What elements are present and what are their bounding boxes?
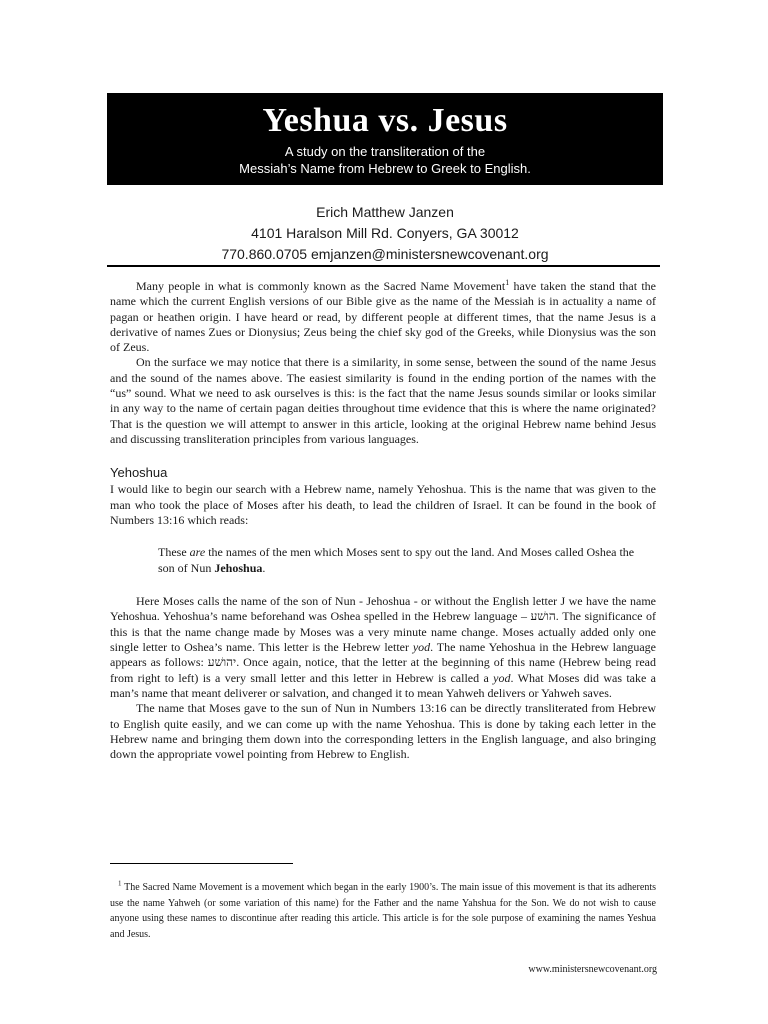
- paragraph-4-text: Here Moses calls the name of the son of Nun - Jehoshua - or without the English letter J we have the name Yehoshua. Yehoshua’s name beforehand was Oshea spelled in the Hebrew language –: [110, 594, 656, 624]
- paragraph-4-text-b: . The significance of this is that the name change made by Moses was a very minute name change. Moses actually added only one single letter to Oshea’s name. This letter is the Hebrew letter: [110, 609, 656, 655]
- author-name: Erich Matthew Janzen: [316, 204, 454, 220]
- paragraph-4-text-d: . Once again, notice, that the letter at the beginning of this name (Hebrew being read from right to left) is a very small letter and this letter in Hebrew is called a: [110, 655, 656, 685]
- paragraph-3: I would like to begin our search with a Hebrew name, namely Yehoshua. This is the name that was given to the man who took the place of Moses after his death, to lead the children of Israel. It can be found in the book of Numbers 13:16 which reads:: [110, 482, 656, 527]
- article-body: [110, 279, 656, 762]
- footnote: [110, 880, 656, 942]
- document-title: Yeshua vs. Jesus: [262, 102, 508, 139]
- scripture-quote: [158, 544, 650, 576]
- footnote-divider: [110, 863, 293, 864]
- hebrew-word-oshea: הושׁע: [530, 609, 556, 624]
- footnote-reference: 1: [505, 278, 510, 287]
- footnote-text: The Sacred Name Movement is a movement which began in the early 1900’s. The main issue of this movement is that its adherents use the name Yahweh (or some variation of this name) for the Father and the name Yahshua for the Son. We do not wish to cause anyone using these names to discontinue after reading this article. This article is for the sole purpose of examining the names Yeshua and Jesus.: [110, 882, 656, 940]
- paragraph-1: [110, 279, 656, 355]
- author-contact: 770.860.0705 emjanzen@ministersnewcovenant.org: [221, 246, 549, 262]
- quote-text: These: [158, 545, 190, 560]
- title-banner: [107, 93, 663, 185]
- paragraph-1-text-continued: have taken the stand that the name which the current English versions of our Bible give as the name of the Messiah is in actuality a name of pagan or heathen origin. I have heard or read, by different people at different times, that the name Jesus is a derivative of names Zues or Dionysius; Zeus being the chief sky god of the Greeks, while Dionysius was the son of Zeus.: [110, 279, 656, 355]
- author-block: [107, 202, 663, 265]
- footnote-marker: 1: [118, 879, 122, 888]
- quote-emphasis: are: [189, 545, 206, 560]
- paragraph-1-text: Many people in what is commonly known as the Sacred Name Movement: [136, 279, 506, 293]
- author-address: 4101 Haralson Mill Rd. Conyers, GA 30012: [251, 225, 519, 241]
- quote-end: .: [262, 561, 266, 576]
- paragraph-4-text-c: . The name Yehoshua in the Hebrew language appears as follows:: [110, 640, 656, 670]
- paragraph-4-text-e: . What Moses did was take a man’s name that meant deliverer or salvation, and changed it to mean Yahweh delivers or Yahweh saves.: [110, 670, 656, 700]
- paragraph-2: On the surface we may notice that there is a similarity, in some sense, between the sound of the name Jesus and the sound of the names above. The easiest similarity is found in the ending portion of the names with the “us” sound. What we need to ask ourselves is this: is the fact that the name Jesus sounds similar or looks similar in any way to the name of certain pagan deities throughout time evidence that this is where the name originated? That is the question we will attempt to answer in this article, looking at the original Hebrew name behind Jesus and discussing transliteration principles from various languages.: [110, 355, 656, 446]
- italic-term-yod-2: yod: [493, 670, 511, 685]
- quote-bold-name: Jehoshua: [214, 561, 263, 576]
- subtitle-line-1: A study on the transliteration of the: [284, 144, 486, 159]
- subtitle-line-2: Messiah’s Name from Hebrew to Greek to English.: [239, 161, 531, 176]
- italic-term-yod: yod: [412, 640, 431, 655]
- footer-url: www.ministersnewcovenant.org: [528, 964, 657, 975]
- quote-text-continued: the names of the men which Moses sent to spy out the land. And Moses called Oshea the son of Nun: [158, 545, 635, 576]
- paragraph-5: The name that Moses gave to the sun of Nun in Numbers 13:16 can be directly transliterated from Hebrew to English quite easily, and we can come up with the name Yehoshua. This is done by taking each letter in the Hebrew name and bringing them down into the corresponding letters in the English language, and also bringing down the appropriate vowel pointing from Hebrew to English.: [110, 701, 656, 762]
- section-heading: Yehoshua: [110, 465, 168, 481]
- header-divider: [107, 265, 660, 267]
- paragraph-4: [110, 594, 656, 701]
- hebrew-word-yehoshua: יהושׁע: [207, 655, 237, 670]
